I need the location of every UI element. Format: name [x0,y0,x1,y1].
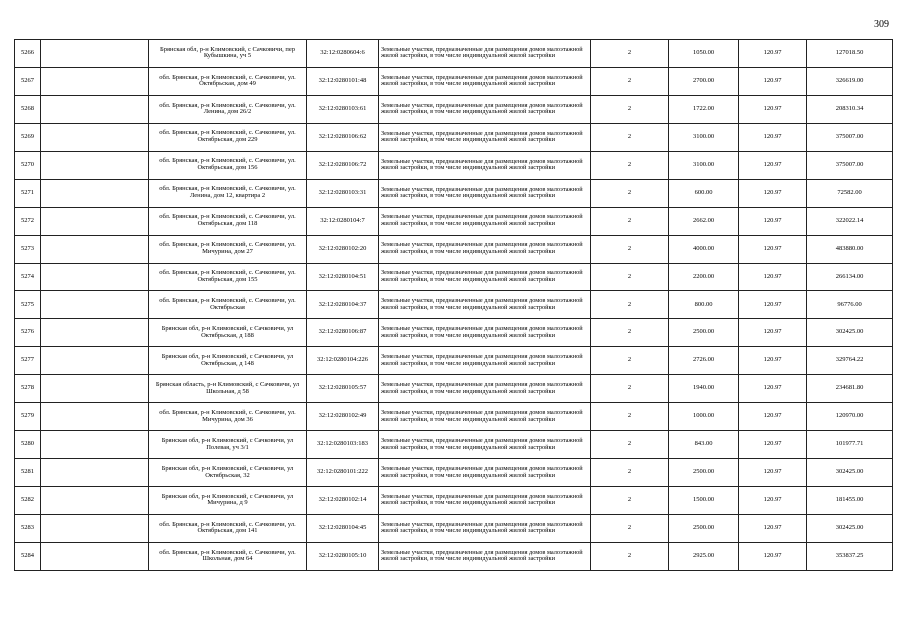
table-row [15,151,893,179]
area-cell: 3100.00 [669,151,739,179]
table-row [15,459,893,487]
cadastral-value-cell: 302425.00 [807,459,893,487]
cadastral-value-cell: 302425.00 [807,514,893,542]
rate-cell: 120.97 [739,403,807,431]
land-use-cell: Земельные участки, предназначенные для размещения домов малоэтажной жилой застройки, в том числе индивидуальной жилой застройки [379,179,591,207]
cadastral-value-cell: 322022.14 [807,207,893,235]
cadastral-value-cell: 266134.00 [807,263,893,291]
category-cell: 2 [591,319,669,347]
area-cell: 2500.00 [669,319,739,347]
area-cell: 2726.00 [669,347,739,375]
table-row [15,263,893,291]
rate-cell: 120.97 [739,95,807,123]
category-cell: 2 [591,542,669,570]
row-number: 5283 [15,514,41,542]
empty-cell [41,123,149,151]
row-number: 5284 [15,542,41,570]
table-row [15,95,893,123]
cadastral-number-cell: 32:12:0280101:222 [307,459,379,487]
land-use-cell: Земельные участки, предназначенные для размещения домов малоэтажной жилой застройки, в том числе индивидуальной жилой застройки [379,487,591,515]
cadastral-number-cell: 32:12:0280102:20 [307,235,379,263]
rate-cell: 120.97 [739,459,807,487]
category-cell: 2 [591,431,669,459]
cadastral-value-cell: 127018.50 [807,40,893,68]
rate-cell: 120.97 [739,235,807,263]
row-number: 5281 [15,459,41,487]
table-row [15,403,893,431]
rate-cell: 120.97 [739,514,807,542]
address-cell: обл. Брянская, р-н Климовский, с. Сачковичи, ул. Октябрьская, дом 118 [149,207,307,235]
area-cell: 800.00 [669,291,739,319]
area-cell: 4000.00 [669,235,739,263]
table-row [15,291,893,319]
page-number: 309 [874,19,889,30]
table-row [15,40,893,68]
area-cell: 1000.00 [669,403,739,431]
address-cell: Брянская обл, р-н Климовский, с Сачковичи, ул Полевая, уч 3/1 [149,431,307,459]
row-number: 5279 [15,403,41,431]
address-cell: обл. Брянская, р-н Климовский, с. Сачковичи, ул. Октябрьская, дом 49 [149,67,307,95]
row-number: 5267 [15,67,41,95]
cadastral-number-cell: 32:12:0280104:37 [307,291,379,319]
category-cell: 2 [591,403,669,431]
cadastral-number-cell: 32:12:0280604:6 [307,40,379,68]
row-number: 5278 [15,375,41,403]
rate-cell: 120.97 [739,123,807,151]
category-cell: 2 [591,459,669,487]
land-use-cell: Земельные участки, предназначенные для размещения домов малоэтажной жилой застройки, в том числе индивидуальной жилой застройки [379,347,591,375]
row-number: 5266 [15,40,41,68]
address-cell: обл. Брянская, р-н Климовский, с. Сачковичи, ул. Октябрьская, дом 229 [149,123,307,151]
cadastral-value-cell: 234681.80 [807,375,893,403]
rate-cell: 120.97 [739,207,807,235]
cadastral-value-cell: 375007.00 [807,123,893,151]
table-row [15,514,893,542]
address-cell: обл. Брянская, р-н Климовский, с. Сачковичи, ул. Школьная, дом 64 [149,542,307,570]
address-cell: Брянская обл, р-н Климовский, с Сачковичи, пер Кубышкина, уч 5 [149,40,307,68]
row-number: 5275 [15,291,41,319]
empty-cell [41,431,149,459]
land-use-cell: Земельные участки, предназначенные для размещения домов малоэтажной жилой застройки, в том числе индивидуальной жилой застройки [379,67,591,95]
land-use-cell: Земельные участки, предназначенные для размещения домов малоэтажной жилой застройки, в том числе индивидуальной жилой застройки [379,431,591,459]
cadastral-value-cell: 101977.71 [807,431,893,459]
cadastral-value-cell: 329764.22 [807,347,893,375]
cadastral-number-cell: 32:12:0280106:87 [307,319,379,347]
area-cell: 2500.00 [669,459,739,487]
rate-cell: 120.97 [739,542,807,570]
cadastral-value-cell: 208310.34 [807,95,893,123]
category-cell: 2 [591,179,669,207]
area-cell: 1722.00 [669,95,739,123]
rate-cell: 120.97 [739,375,807,403]
land-use-cell: Земельные участки, предназначенные для размещения домов малоэтажной жилой застройки, в том числе индивидуальной жилой застройки [379,263,591,291]
address-cell: обл. Брянская, р-н Климовский, с. Сачковичи, ул. Октябрьская [149,291,307,319]
category-cell: 2 [591,40,669,68]
cadastral-number-cell: 32:12:0280105:57 [307,375,379,403]
row-number: 5280 [15,431,41,459]
cadastral-number-cell: 32:12:0280104:7 [307,207,379,235]
empty-cell [41,319,149,347]
table-row [15,319,893,347]
table-row [15,67,893,95]
category-cell: 2 [591,487,669,515]
address-cell: обл. Брянская, р-н Климовский, с. Сачковичи, ул. Мичурина, дом 36 [149,403,307,431]
area-cell: 2500.00 [669,514,739,542]
empty-cell [41,95,149,123]
category-cell: 2 [591,67,669,95]
cadastral-number-cell: 32:12:0280105:10 [307,542,379,570]
category-cell: 2 [591,263,669,291]
empty-cell [41,235,149,263]
land-use-cell: Земельные участки, предназначенные для размещения домов малоэтажной жилой застройки, в том числе индивидуальной жилой застройки [379,151,591,179]
category-cell: 2 [591,291,669,319]
cadastral-number-cell: 32:12:0280106:62 [307,123,379,151]
row-number: 5268 [15,95,41,123]
table-row [15,542,893,570]
row-number: 5282 [15,487,41,515]
table-row [15,179,893,207]
row-number: 5272 [15,207,41,235]
rate-cell: 120.97 [739,67,807,95]
rate-cell: 120.97 [739,263,807,291]
address-cell: Брянская обл, р-н Климовский, с Сачковичи, ул Мичурина, д 9 [149,487,307,515]
cadastral-number-cell: 32:12:0280103:183 [307,431,379,459]
row-number: 5270 [15,151,41,179]
cadastral-number-cell: 32:12:0280106:72 [307,151,379,179]
category-cell: 2 [591,95,669,123]
land-use-cell: Земельные участки, предназначенные для размещения домов малоэтажной жилой застройки, в том числе индивидуальной жилой застройки [379,40,591,68]
cadastral-number-cell: 32:12:0280102:14 [307,487,379,515]
address-cell: Брянская обл, р-н Климовский, с Сачковичи, ул Октябрьская, д 148 [149,347,307,375]
category-cell: 2 [591,235,669,263]
category-cell: 2 [591,207,669,235]
category-cell: 2 [591,375,669,403]
rate-cell: 120.97 [739,487,807,515]
land-use-cell: Земельные участки, предназначенные для размещения домов малоэтажной жилой застройки, в том числе индивидуальной жилой застройки [379,403,591,431]
land-use-cell: Земельные участки, предназначенные для размещения домов малоэтажной жилой застройки, в том числе индивидуальной жилой застройки [379,514,591,542]
table-row [15,347,893,375]
cadastral-value-cell: 72582.00 [807,179,893,207]
cadastral-number-cell: 32:12:0280104:226 [307,347,379,375]
rate-cell: 120.97 [739,151,807,179]
cadastral-number-cell: 32:12:0280102:49 [307,403,379,431]
rate-cell: 120.97 [739,431,807,459]
category-cell: 2 [591,123,669,151]
row-number: 5269 [15,123,41,151]
row-number: 5274 [15,263,41,291]
table-row [15,123,893,151]
empty-cell [41,291,149,319]
cadastral-value-cell: 483880.00 [807,235,893,263]
land-use-cell: Земельные участки, предназначенные для размещения домов малоэтажной жилой застройки, в том числе индивидуальной жилой застройки [379,291,591,319]
empty-cell [41,263,149,291]
land-use-cell: Земельные участки, предназначенные для размещения домов малоэтажной жилой застройки, в том числе индивидуальной жилой застройки [379,375,591,403]
address-cell: Брянская обл, р-н Климовский, с Сачковичи, ул Октябрьская, 32 [149,459,307,487]
address-cell: обл. Брянская, р-н Климовский, с. Сачковичи, ул. Ленина, дом 12, квартира 2 [149,179,307,207]
area-cell: 2662.00 [669,207,739,235]
row-number: 5273 [15,235,41,263]
empty-cell [41,459,149,487]
rate-cell: 120.97 [739,179,807,207]
empty-cell [41,347,149,375]
cadastral-value-cell: 375007.00 [807,151,893,179]
area-cell: 2925.00 [669,542,739,570]
cadastral-value-table [14,39,893,571]
land-use-cell: Земельные участки, предназначенные для размещения домов малоэтажной жилой застройки, в том числе индивидуальной жилой застройки [379,207,591,235]
cadastral-value-cell: 96776.00 [807,291,893,319]
address-cell: обл. Брянская, р-н Климовский, с. Сачковичи, ул. Октябрьская, дом 156 [149,151,307,179]
table-row [15,375,893,403]
area-cell: 1940.00 [669,375,739,403]
address-cell: обл. Брянская, р-н Климовский, с. Сачковичи, ул. Мичурина, дом 27 [149,235,307,263]
land-use-cell: Земельные участки, предназначенные для размещения домов малоэтажной жилой застройки, в том числе индивидуальной жилой застройки [379,235,591,263]
land-use-cell: Земельные участки, предназначенные для размещения домов малоэтажной жилой застройки, в том числе индивидуальной жилой застройки [379,123,591,151]
category-cell: 2 [591,347,669,375]
area-cell: 3100.00 [669,123,739,151]
empty-cell [41,67,149,95]
rate-cell: 120.97 [739,40,807,68]
area-cell: 1050.00 [669,40,739,68]
row-number: 5271 [15,179,41,207]
cadastral-value-cell: 181455.00 [807,487,893,515]
empty-cell [41,403,149,431]
cadastral-value-cell: 326619.00 [807,67,893,95]
table-row [15,487,893,515]
cadastral-value-cell: 353837.25 [807,542,893,570]
cadastral-value-cell: 302425.00 [807,319,893,347]
cadastral-number-cell: 32:12:0280104:45 [307,514,379,542]
area-cell: 2700.00 [669,67,739,95]
land-use-cell: Земельные участки, предназначенные для размещения домов малоэтажной жилой застройки, в том числе индивидуальной жилой застройки [379,542,591,570]
empty-cell [41,151,149,179]
empty-cell [41,40,149,68]
cadastral-number-cell: 32:12:0280103:31 [307,179,379,207]
cadastral-value-cell: 120970.00 [807,403,893,431]
land-use-cell: Земельные участки, предназначенные для размещения домов малоэтажной жилой застройки, в том числе индивидуальной жилой застройки [379,319,591,347]
address-cell: Брянская область, р-н Климовский, с Сачковичи, ул Школьная, д 58 [149,375,307,403]
empty-cell [41,179,149,207]
cadastral-number-cell: 32:12:0280103:61 [307,95,379,123]
rate-cell: 120.97 [739,319,807,347]
empty-cell [41,375,149,403]
category-cell: 2 [591,151,669,179]
empty-cell [41,487,149,515]
empty-cell [41,542,149,570]
category-cell: 2 [591,514,669,542]
address-cell: обл. Брянская, р-н Климовский, с. Сачковичи, ул. Октябрьская, дом 141 [149,514,307,542]
area-cell: 600.00 [669,179,739,207]
rate-cell: 120.97 [739,347,807,375]
land-use-cell: Земельные участки, предназначенные для размещения домов малоэтажной жилой застройки, в том числе индивидуальной жилой застройки [379,459,591,487]
area-cell: 1500.00 [669,487,739,515]
empty-cell [41,207,149,235]
land-use-cell: Земельные участки, предназначенные для размещения домов малоэтажной жилой застройки, в том числе индивидуальной жилой застройки [379,95,591,123]
address-cell: обл. Брянская, р-н Климовский, с. Сачковичи, ул. Ленина, дом 26/2 [149,95,307,123]
cadastral-number-cell: 32:12:0280101:48 [307,67,379,95]
table-row [15,235,893,263]
area-cell: 2200.00 [669,263,739,291]
cadastral-number-cell: 32:12:0280104:51 [307,263,379,291]
rate-cell: 120.97 [739,291,807,319]
table-row [15,207,893,235]
address-cell: Брянская обл, р-н Климовский, с Сачковичи, ул Октябрьская, д 188 [149,319,307,347]
row-number: 5276 [15,319,41,347]
row-number: 5277 [15,347,41,375]
address-cell: обл. Брянская, р-н Климовский, с. Сачковичи, ул. Октябрьская, дом 155 [149,263,307,291]
empty-cell [41,514,149,542]
table-row [15,431,893,459]
area-cell: 843.00 [669,431,739,459]
